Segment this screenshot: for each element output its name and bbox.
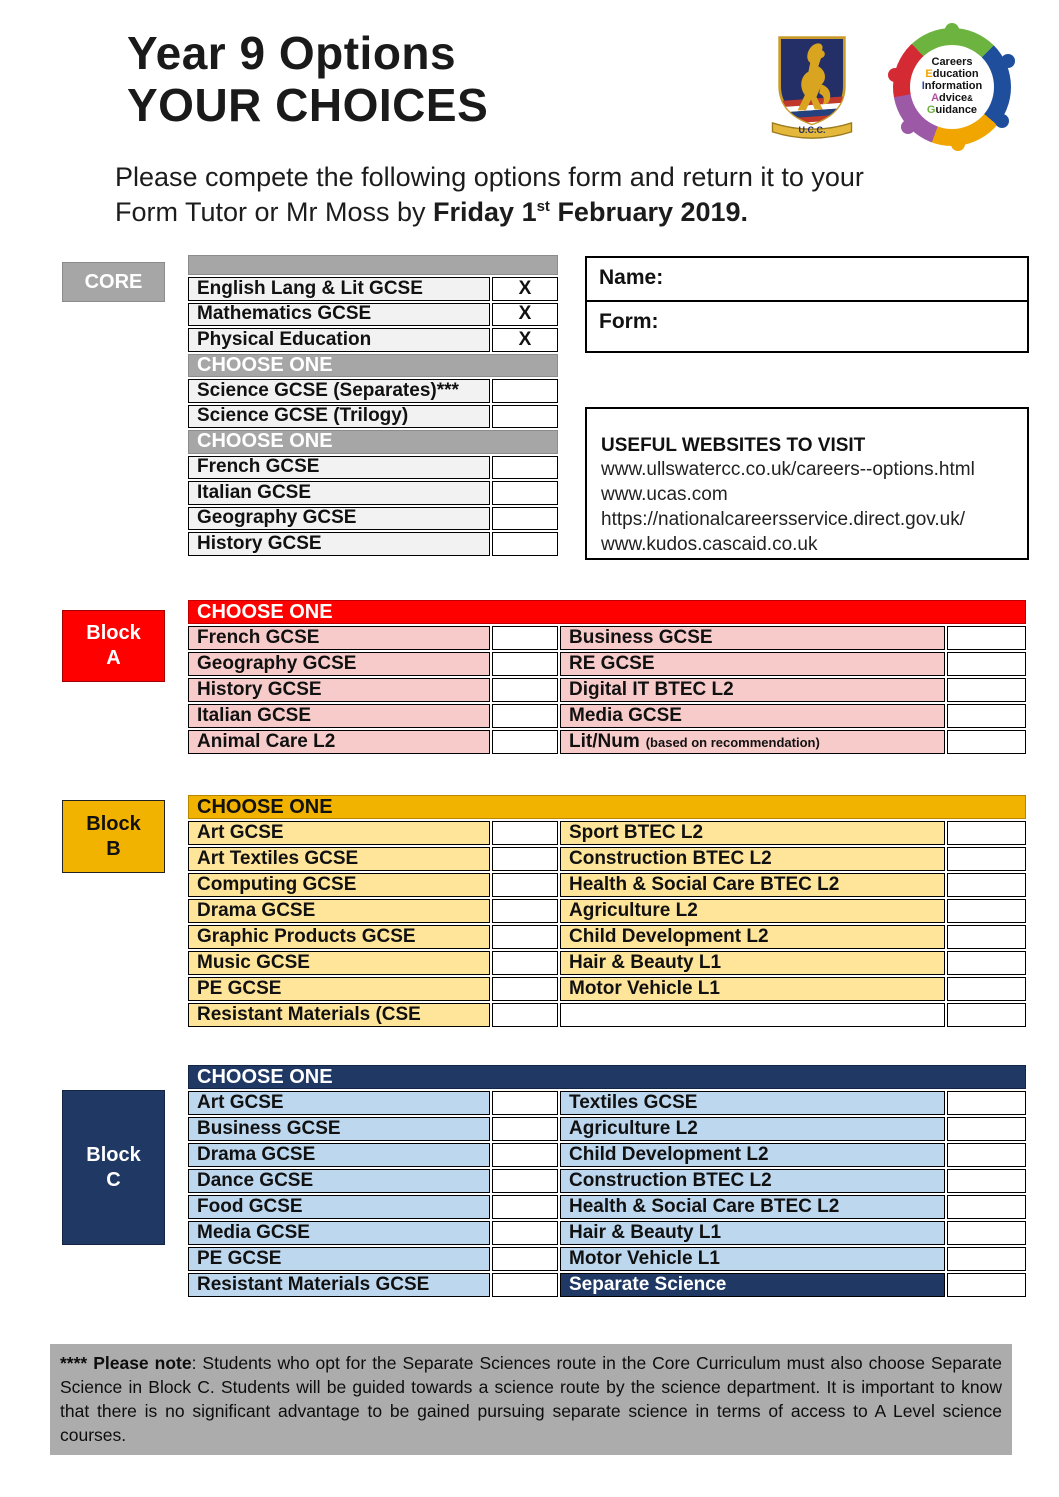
choose-one-header: CHOOSE ONE xyxy=(188,430,558,454)
ceiag-careers: Careers xyxy=(931,56,973,69)
choice-box[interactable] xyxy=(492,405,558,429)
subject-label: French GCSE xyxy=(188,456,490,480)
title-line-1: Year 9 Options xyxy=(127,27,457,79)
website-url: https://nationalcareersservice.direct.gov.uk/ xyxy=(601,509,965,531)
ceiag-logo-text xyxy=(910,45,994,129)
choice-box[interactable] xyxy=(492,1091,558,1115)
choice-box[interactable] xyxy=(492,977,558,1001)
choice-box[interactable] xyxy=(947,925,1026,949)
subject-label: Science GCSE (Trilogy) xyxy=(188,405,490,429)
subject-label: Italian GCSE xyxy=(188,704,490,728)
choice-box[interactable] xyxy=(492,1169,558,1193)
choice-box[interactable] xyxy=(492,899,558,923)
ceiag-information: nformation xyxy=(924,80,983,93)
puzzle-nub-icon xyxy=(995,114,1009,128)
subject-label: Agriculture L2 xyxy=(560,1117,945,1141)
subject-label: Geography GCSE xyxy=(188,652,490,676)
litnum-main: Lit/Num xyxy=(569,731,640,752)
subject-label: Construction BTEC L2 xyxy=(560,847,945,871)
website-url: www.kudos.cascaid.co.uk xyxy=(601,534,818,556)
name-label: Name: xyxy=(599,266,664,289)
form-field-box[interactable] xyxy=(585,300,1029,353)
subject-label: PE GCSE xyxy=(188,1247,490,1271)
subject-label: Business GCSE xyxy=(188,1117,490,1141)
choice-box[interactable] xyxy=(492,925,558,949)
website-url: www.ucas.com xyxy=(601,484,728,506)
choice-box[interactable] xyxy=(492,481,558,505)
subject-label: Health & Social Care BTEC L2 xyxy=(560,873,945,897)
page-title xyxy=(127,28,488,132)
choice-box[interactable] xyxy=(947,821,1026,845)
crest-motto-text: U.C.C. xyxy=(798,124,826,135)
choice-box[interactable] xyxy=(492,1247,558,1271)
block-b-table xyxy=(188,795,1026,1027)
ceiag-careers-logo xyxy=(893,28,1011,146)
choice-box[interactable] xyxy=(947,873,1026,897)
subject-label: Drama GCSE xyxy=(188,1143,490,1167)
choose-one-header: CHOOSE ONE xyxy=(188,354,558,378)
choice-box[interactable] xyxy=(492,821,558,845)
choice-box[interactable] xyxy=(492,652,558,676)
choice-box[interactable] xyxy=(947,1169,1026,1193)
crest-shield-icon xyxy=(758,34,866,140)
subject-label: Health & Social Care BTEC L2 xyxy=(560,1195,945,1219)
ceiag-guidance: uidance xyxy=(935,103,978,116)
core-selected-mark: X xyxy=(492,328,558,352)
puzzle-nub-icon xyxy=(945,23,959,37)
subject-label: Physical Education xyxy=(188,328,490,352)
useful-websites-box xyxy=(585,407,1029,560)
choice-box[interactable] xyxy=(947,977,1026,1001)
choose-one-header: CHOOSE ONE xyxy=(188,1065,1026,1089)
subject-label: Art GCSE xyxy=(188,1091,490,1115)
choice-box[interactable] xyxy=(492,1221,558,1245)
block-b-label xyxy=(62,800,165,873)
ceiag-e: E xyxy=(925,68,933,81)
block-c-label xyxy=(62,1090,165,1245)
deadline-ordinal: st xyxy=(536,198,550,216)
puzzle-nub-icon xyxy=(901,120,915,134)
choice-box[interactable] xyxy=(947,678,1026,702)
choice-box[interactable] xyxy=(492,678,558,702)
block-a-table xyxy=(188,600,1026,754)
choice-box[interactable] xyxy=(947,1143,1026,1167)
choice-box[interactable] xyxy=(947,899,1026,923)
ceiag-advice: dvice xyxy=(939,91,968,104)
choice-box[interactable] xyxy=(492,379,558,403)
subject-label: French GCSE xyxy=(188,626,490,650)
subject-label: Mathematics GCSE xyxy=(188,303,490,327)
subject-label-litnum xyxy=(560,730,945,754)
subject-label: History GCSE xyxy=(188,532,490,556)
footer-note-text: : Students who opt for the Separate Sciences route in the Core Curriculum must also choose Separate Science in Block C. Students will be guided towards a science route by the science department. It is important to know that there is no significant advantage to be gained pursuing separate science in terms of access to A Level science courses. xyxy=(60,1353,1002,1446)
block-c-letter: C xyxy=(106,1168,121,1191)
footer-note xyxy=(50,1344,1012,1455)
subject-label: Food GCSE xyxy=(188,1195,490,1219)
subject-label: Resistant Materials (CSE xyxy=(188,1003,490,1027)
choice-box[interactable] xyxy=(492,1003,558,1027)
choice-box[interactable] xyxy=(492,456,558,480)
core-selected-mark: X xyxy=(492,303,558,327)
subject-label: Motor Vehicle L1 xyxy=(560,977,945,1001)
block-b-word: Block xyxy=(86,812,141,835)
choice-box[interactable] xyxy=(492,507,558,531)
ceiag-education: ducation xyxy=(932,68,979,81)
subject-label: PE GCSE xyxy=(188,977,490,1001)
deadline-date-rest: February 2019. xyxy=(549,197,749,228)
ceiag-i: I xyxy=(921,80,925,93)
choice-box[interactable] xyxy=(492,1273,558,1297)
choice-box[interactable] xyxy=(947,1273,1026,1297)
subject-label: Hair & Beauty L1 xyxy=(560,951,945,975)
block-b-letter: B xyxy=(106,837,121,860)
puzzle-nub-icon xyxy=(1001,54,1015,68)
choice-box[interactable] xyxy=(492,626,558,650)
name-field-box[interactable] xyxy=(585,256,1029,302)
choice-box[interactable] xyxy=(947,730,1026,754)
subject-label: Business GCSE xyxy=(560,626,945,650)
subject-label: Animal Care L2 xyxy=(188,730,490,754)
subject-label: Agriculture L2 xyxy=(560,899,945,923)
litnum-note: (based on recommendation) xyxy=(645,734,820,750)
choice-box[interactable] xyxy=(947,1195,1026,1219)
subject-label: Computing GCSE xyxy=(188,873,490,897)
choice-box[interactable] xyxy=(947,1247,1026,1271)
school-crest-logo xyxy=(758,34,866,140)
subject-label: History GCSE xyxy=(188,678,490,702)
choice-box[interactable] xyxy=(947,1091,1026,1115)
intro-line-1: Please compete the following options form and return it to your xyxy=(115,162,864,192)
subject-label-empty xyxy=(560,1003,945,1027)
choice-box[interactable] xyxy=(492,1195,558,1219)
core-selected-mark: X xyxy=(492,277,558,301)
subject-label: English Lang & Lit GCSE xyxy=(188,277,490,301)
choice-box[interactable] xyxy=(947,704,1026,728)
choice-box[interactable] xyxy=(947,951,1026,975)
choice-box[interactable] xyxy=(492,847,558,871)
core-label-text: CORE xyxy=(84,270,143,293)
block-a-label xyxy=(62,610,165,682)
subject-label: Construction BTEC L2 xyxy=(560,1169,945,1193)
ceiag-amp: & xyxy=(967,93,973,103)
choice-box[interactable] xyxy=(947,652,1026,676)
block-c-table xyxy=(188,1065,1026,1297)
choose-one-header: CHOOSE ONE xyxy=(188,600,1026,624)
puzzle-nub-icon xyxy=(951,137,965,151)
core-table xyxy=(188,255,558,556)
block-a-word: Block xyxy=(86,622,141,644)
subject-label: Child Development L2 xyxy=(560,925,945,949)
choice-box[interactable] xyxy=(492,1117,558,1141)
form-label: Form: xyxy=(599,310,659,333)
block-c-word: Block xyxy=(86,1143,141,1166)
subject-label: Textiles GCSE xyxy=(560,1091,945,1115)
subject-label: Motor Vehicle L1 xyxy=(560,1247,945,1271)
ceiag-g: G xyxy=(926,103,936,116)
subject-label: Music GCSE xyxy=(188,951,490,975)
puzzle-nub-icon xyxy=(888,68,902,82)
block-a-letter: A xyxy=(106,647,121,669)
subject-label: RE GCSE xyxy=(560,652,945,676)
choice-box[interactable] xyxy=(492,730,558,754)
choice-box[interactable] xyxy=(947,626,1026,650)
choice-box[interactable] xyxy=(492,704,558,728)
title-line-2: YOUR CHOICES xyxy=(127,78,489,131)
subject-label: Geography GCSE xyxy=(188,507,490,531)
choice-box[interactable] xyxy=(492,532,558,556)
intro-line-2: Form Tutor or Mr Moss by xyxy=(115,197,434,228)
subject-label: Art Textiles GCSE xyxy=(188,847,490,871)
subject-label: Drama GCSE xyxy=(188,899,490,923)
choice-box[interactable] xyxy=(492,873,558,897)
subject-label: Digital IT BTEC L2 xyxy=(560,678,945,702)
ceiag-a: A xyxy=(931,91,940,104)
choice-box[interactable] xyxy=(947,1003,1026,1027)
subject-label: Italian GCSE xyxy=(188,481,490,505)
subject-label: Media GCSE xyxy=(188,1221,490,1245)
core-section-label xyxy=(62,262,165,302)
website-url: www.ullswatercc.co.uk/careers--options.html xyxy=(601,459,975,480)
subject-label: Sport BTEC L2 xyxy=(560,821,945,845)
choice-box[interactable] xyxy=(947,847,1026,871)
websites-title: USEFUL WEBSITES TO VISIT xyxy=(601,435,866,456)
choice-box[interactable] xyxy=(947,1221,1026,1245)
subject-label: Child Development L2 xyxy=(560,1143,945,1167)
subject-label: Graphic Products GCSE xyxy=(188,925,490,949)
subject-label: Science GCSE (Separates)*** xyxy=(188,379,490,403)
intro-paragraph xyxy=(115,160,1005,230)
subject-label: Hair & Beauty L1 xyxy=(560,1221,945,1245)
deadline-date: Friday 1 xyxy=(433,197,537,228)
choice-box[interactable] xyxy=(947,1117,1026,1141)
choice-box[interactable] xyxy=(492,1143,558,1167)
choose-one-header: CHOOSE ONE xyxy=(188,795,1026,819)
footer-note-prefix: **** Please note xyxy=(60,1353,192,1373)
choice-box[interactable] xyxy=(492,951,558,975)
subject-label: Media GCSE xyxy=(560,704,945,728)
core-table-header-bar xyxy=(188,255,558,275)
subject-label: Art GCSE xyxy=(188,821,490,845)
subject-label: Dance GCSE xyxy=(188,1169,490,1193)
subject-label-separate-science: Separate Science xyxy=(560,1273,945,1297)
subject-label: Resistant Materials GCSE xyxy=(188,1273,490,1297)
